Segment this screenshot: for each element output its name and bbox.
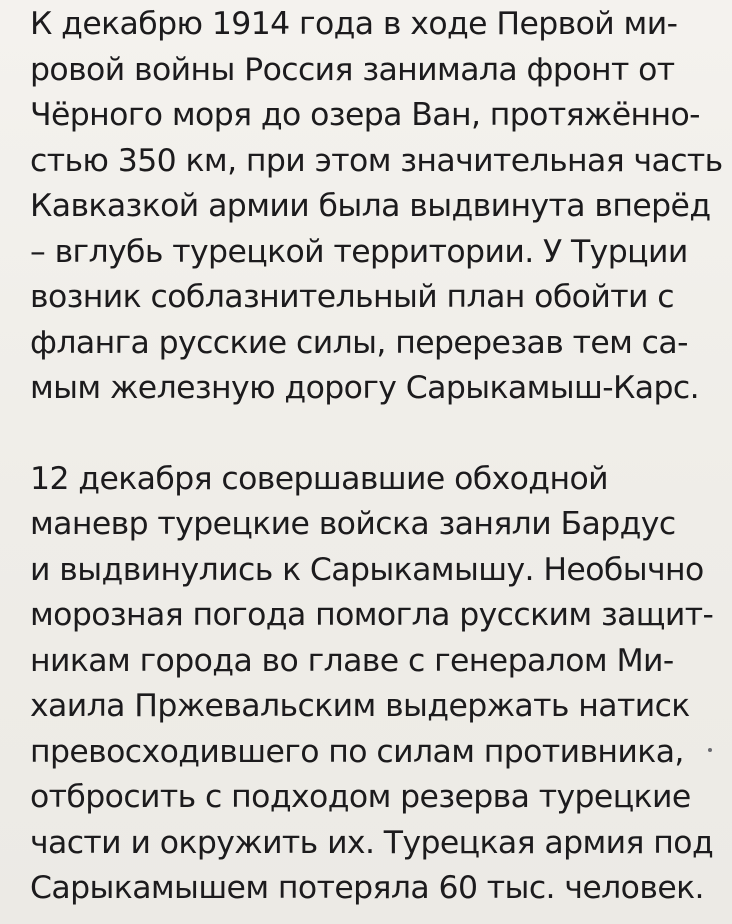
text-line: морозная погода помогла русским защит- <box>30 597 714 633</box>
text-line: Чёрного моря до озера Ван, протяжённо- <box>30 97 700 133</box>
text-line: никам города во главе с генералом Ми- <box>30 642 674 679</box>
text-line: хаила Пржевальским выдержать натиск <box>30 688 690 724</box>
text-line: фланга русские силы, перерезав тем са- <box>30 324 688 361</box>
text-line: возник соблазнительный план обойти с <box>30 279 674 315</box>
text-line: и выдвинулись к Сарыкамышу. Необычно <box>30 551 704 588</box>
text-line: части и окружить их. Турецкая армия под <box>30 824 714 861</box>
text-line: Сарыкамышем потеряла 60 тыс. человек. <box>30 870 704 906</box>
print-speck <box>708 748 712 752</box>
text-line: Кавказкой армии была выдвинута вперёд <box>30 188 711 224</box>
text-line: мым железную дорогу Сарыкамыш-Карс. <box>30 370 700 406</box>
text-line: маневр турецкие войска заняли Бардус <box>30 506 676 542</box>
text-line: – вглубь турецкой территории. У Турции <box>30 233 688 270</box>
paragraph-2 <box>30 457 730 912</box>
text-line: стью 350 км, при этом значительная часть <box>30 142 723 179</box>
paragraph-1 <box>30 2 730 412</box>
text-line: ровой войны Россия занимала фронт от <box>30 51 675 88</box>
article-text <box>30 2 730 912</box>
text-line: К декабрю 1914 года в ходе Первой ми- <box>30 6 678 42</box>
text-line: отбросить с подходом резерва турецкие <box>30 779 691 815</box>
text-line: превосходившего по силам противника, <box>30 733 684 770</box>
text-line: 12 декабря совершавшие обходной <box>30 460 609 497</box>
